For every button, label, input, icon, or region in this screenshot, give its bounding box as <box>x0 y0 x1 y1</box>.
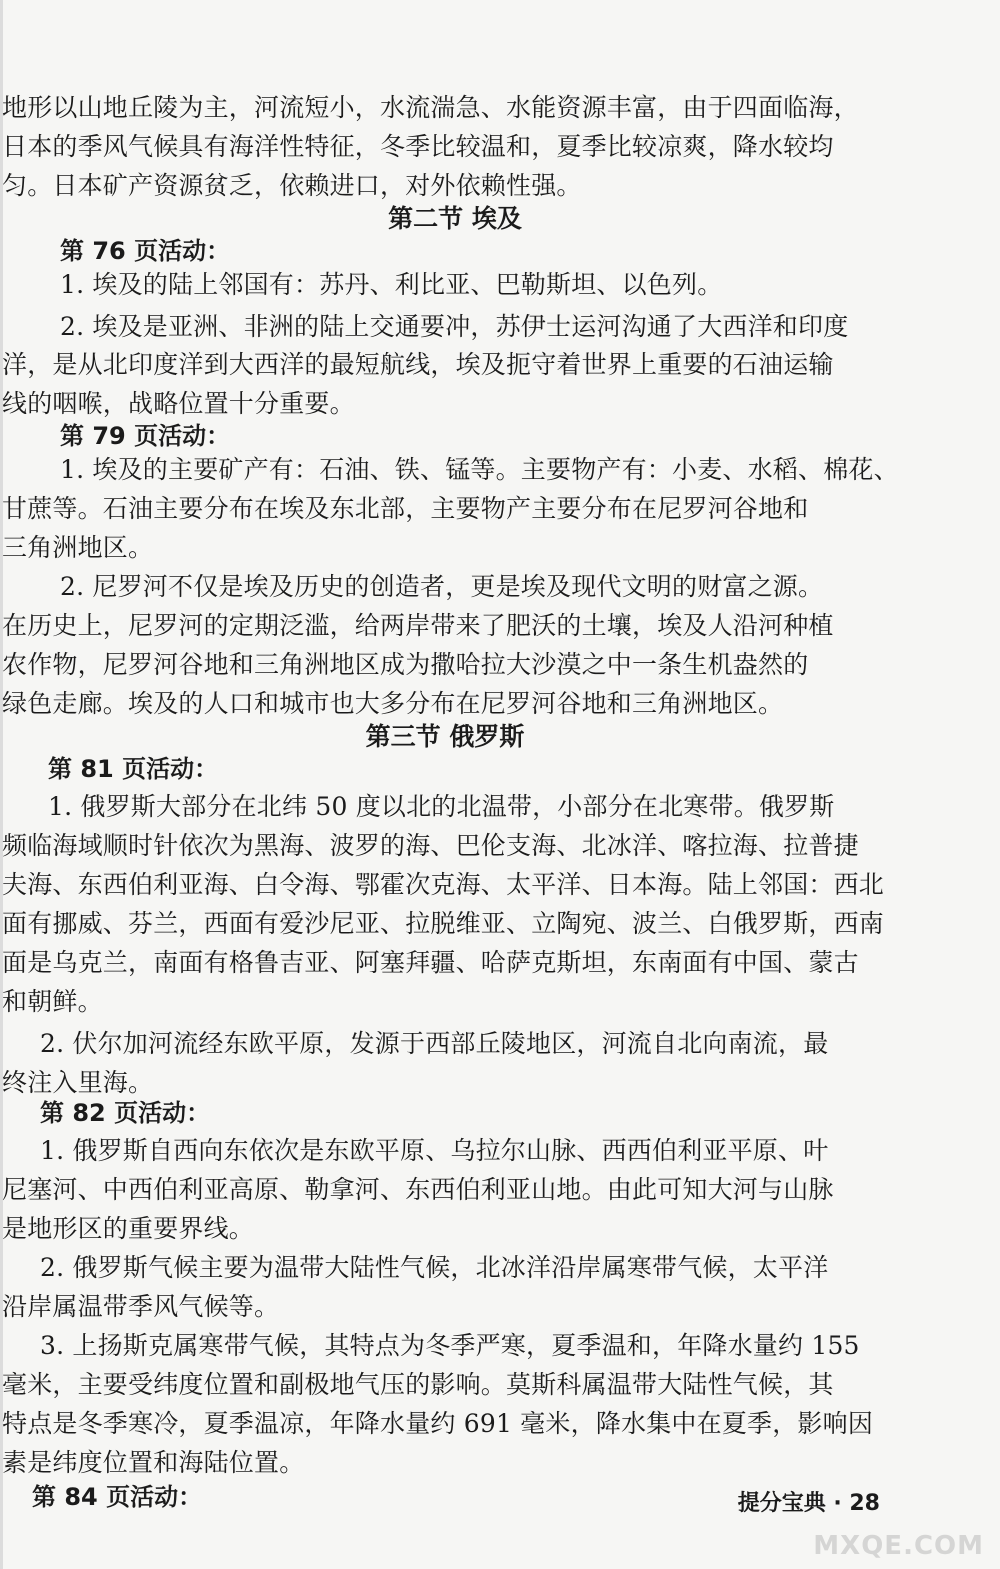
p79-line-6: 农作物，尼罗河谷地和三角洲地区成为撒哈拉大沙漠之中一条生机盎然的 <box>2 650 809 679</box>
p82-line-6: 3. 上扬斯克属寒带气候，其特点为冬季严寒，夏季温和，年降水量约 155 <box>40 1331 860 1360</box>
intro-line-2: 日本的季风气候具有海洋性特征，冬季比较温和，夏季比较凉爽，降水较均 <box>2 132 834 161</box>
p81-line-2: 频临海域顺时针依次为黑海、波罗的海、巴伦支海、北冰洋、喀拉海、拉普捷 <box>2 831 859 860</box>
p82-line-4: 2. 俄罗斯气候主要为温带大陆性气候，北冰洋沿岸属寒带气候，太平洋 <box>40 1253 829 1282</box>
p76-line-1: 1. 埃及的陆上邻国有：苏丹、利比亚、巴勒斯坦、以色列。 <box>60 270 723 299</box>
p82-line-9: 素是纬度位置和海陆位置。 <box>2 1448 305 1477</box>
p76-line-2: 2. 埃及是亚洲、非洲的陆上交通要冲，苏伊士运河沟通了大西洋和印度 <box>60 312 849 341</box>
p82-line-5: 沿岸属温带季风气候等。 <box>2 1292 280 1321</box>
p81-line-8: 终注入里海。 <box>2 1068 154 1097</box>
intro-line-1: 地形以山地丘陵为主，河流短小，水流湍急、水能资源丰富，由于四面临海， <box>2 93 859 122</box>
p81-line-6: 和朝鲜。 <box>2 987 103 1016</box>
p81-line-4: 面有挪威、芬兰，西面有爱沙尼亚、拉脱维亚、立陶宛、波兰、白俄罗斯，西南 <box>2 909 885 938</box>
p79-line-7: 绿色走廊。埃及的人口和城市也大多分布在尼罗河谷地和三角洲地区。 <box>2 689 784 718</box>
p76-line-3: 洋，是从北印度洋到大西洋的最短航线，埃及扼守着世界上重要的石油运输 <box>2 350 834 379</box>
intro-line-3: 匀。日本矿产资源贫乏，依赖进口，对外依赖性强。 <box>2 171 582 200</box>
p79-line-1: 1. 埃及的主要矿产有：石油、铁、锰等。主要物产有：小麦、水稻、棉花、 <box>60 455 899 484</box>
watermark-text: MXQE.COM <box>813 1531 984 1561</box>
p81-line-3: 夫海、东西伯利亚海、白令海、鄂霍次克海、太平洋、日本海。陆上邻国：西北 <box>2 870 885 899</box>
section-heading-russia: 第三节 俄罗斯 <box>365 722 525 751</box>
p82-line-1: 1. 俄罗斯自西向东依次是东欧平原、乌拉尔山脉、西西伯利亚平原、叶 <box>40 1136 829 1165</box>
p79-line-2: 甘蔗等。石油主要分布在埃及东北部，主要物产主要分布在尼罗河谷地和 <box>2 494 809 523</box>
p82-line-3: 是地形区的重要界线。 <box>2 1214 255 1243</box>
watermark <box>814 1491 984 1561</box>
p79-line-5: 在历史上，尼罗河的定期泛滥，给两岸带来了肥沃的土壤，埃及人沿河种植 <box>2 611 834 640</box>
p82-line-8: 特点是冬季寒冷，夏季温凉，年降水量约 691 毫米，降水集中在夏季，影响因 <box>2 1409 874 1438</box>
p82-line-2: 尼塞河、中西伯利亚高原、勒拿河、东西伯利亚山地。由此可知大河与山脉 <box>2 1175 834 1204</box>
p79-line-3: 三角洲地区。 <box>2 533 154 562</box>
activity-label-p76: 第 76 页活动： <box>60 237 231 265</box>
activity-label-p81: 第 81 页活动： <box>48 755 219 783</box>
p81-line-5: 面是乌克兰，南面有格鲁吉亚、阿塞拜疆、哈萨克斯坦，东南面有中国、蒙古 <box>2 948 859 977</box>
activity-label-p79: 第 79 页活动： <box>60 422 231 450</box>
activity-label-p84: 第 84 页活动： <box>32 1483 203 1511</box>
activity-label-p82: 第 82 页活动： <box>40 1099 211 1127</box>
section-heading-egypt: 第二节 埃及 <box>388 204 522 233</box>
page-footer: 提分宝典 · 28 <box>737 1491 880 1516</box>
p82-line-7: 毫米，主要受纬度位置和副极地气压的影响。莫斯科属温带大陆性气候，其 <box>2 1370 834 1399</box>
page-edge <box>0 0 3 1569</box>
p81-line-7: 2. 伏尔加河流经东欧平原，发源于西部丘陵地区，河流自北向南流，最 <box>40 1029 829 1058</box>
p81-line-1: 1. 俄罗斯大部分在北纬 50 度以北的北温带，小部分在北寒带。俄罗斯 <box>48 792 835 821</box>
p79-line-4: 2. 尼罗河不仅是埃及历史的创造者，更是埃及现代文明的财富之源。 <box>60 572 824 601</box>
p76-line-4: 线的咽喉，战略位置十分重要。 <box>2 389 355 418</box>
